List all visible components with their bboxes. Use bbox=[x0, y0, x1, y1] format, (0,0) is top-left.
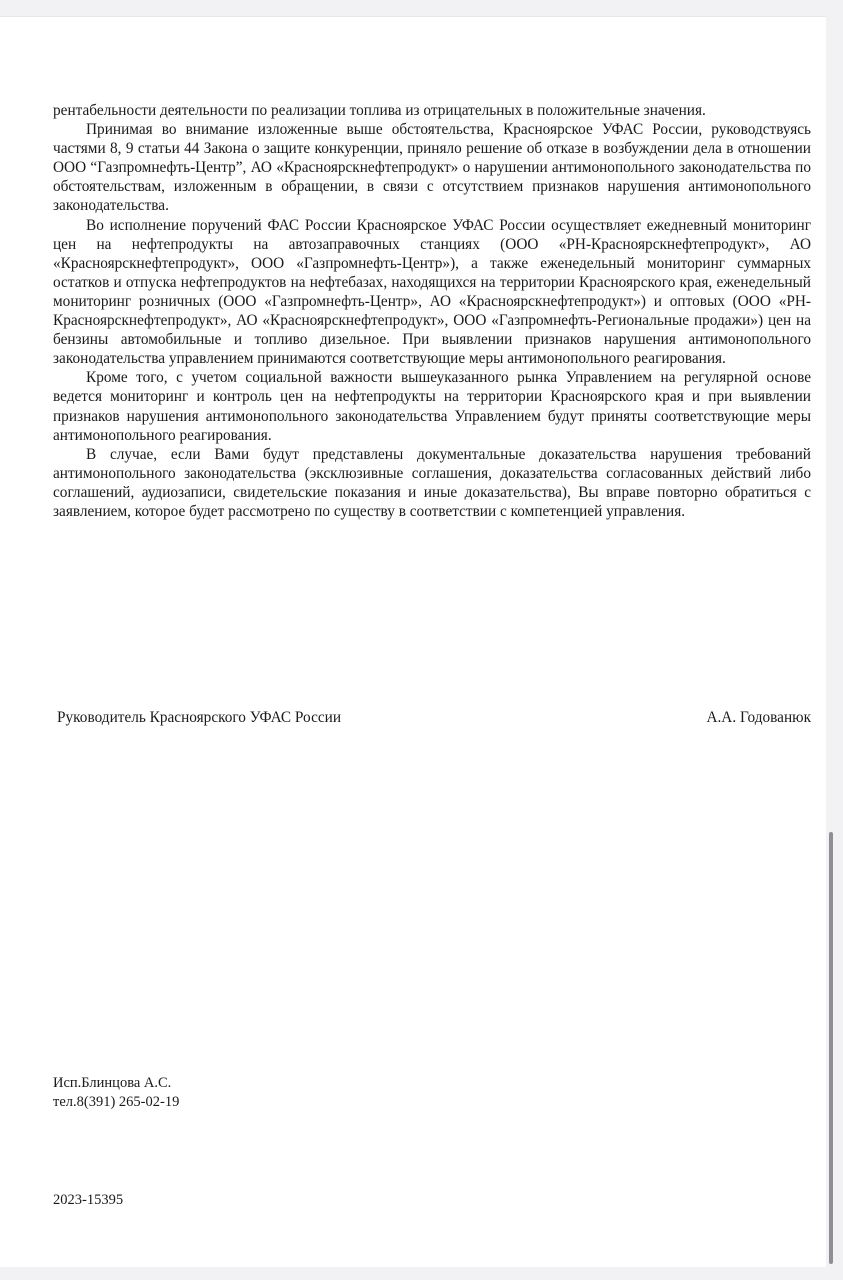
viewer-bottom-bar bbox=[0, 1267, 843, 1280]
executor-phone: тел.8(391) 265-02-19 bbox=[53, 1094, 180, 1110]
paragraph-reapply: В случае, если Вами будут представлены документальные доказательства нарушения требований антимонопольного законодательства (эксклюзивные соглашения, доказательства согласованных действий либо соглашений, аудиозаписи, свидетельские показания и иные доказательства), Вы вправе повторно обратиться с заявлением, которое будет рассмотрено по существу в соответствии с компетенцией управления. bbox=[53, 445, 811, 520]
signature-role: Руководитель Красноярского УФАС России bbox=[57, 709, 342, 726]
document-number: 2023-15395 bbox=[53, 1192, 124, 1208]
executor-name: Исп.Блинцова А.С. bbox=[53, 1075, 172, 1091]
paragraph-price-control: Кроме того, с учетом социальной важности вышеуказанного рынка Управлением на регулярной основе ведется мониторинг и контроль цен на нефтепродукты на территории Красноярского края и при выявлении признаков нарушения антимонопольного законодательства Управлением будут приняты соответствующие меры антимонопольного реагирования. bbox=[53, 369, 811, 444]
vertical-scrollbar[interactable] bbox=[829, 832, 833, 1264]
signature-name: А.А. Годованюк bbox=[706, 709, 811, 726]
paragraph-continuation: рентабельности деятельности по реализации топлива из отрицательных в положительные значения. bbox=[53, 102, 706, 119]
paragraph-monitoring: Во исполнение поручений ФАС России Красноярское УФАС России осуществляет ежедневный мониторинг цен на нефтепродукты на автозаправочных станциях (ООО «РН-Красноярскнефтепродукт», АО «Красноярскнефтепродукт», ООО «Газпромнефть-Центр»), а также еженедельный мониторинг суммарных остатков и отпуска нефтепродуктов на нефтебазах, находящихся на территории Красноярского края, еженедельный мониторинг розничных (ООО «Газпромнефть-Центр», АО «Красноярскнефтепродукт») и оптовых (ООО «РН-Красноярскнефтепродукт», АО «Красноярскнефтепродукт», ООО «Газпромнефть-Региональные продажи») цен на бензины автомобильные и топливо дизельное. При выявлении признаков нарушения антимонопольного законодательства управлением принимаются соответствующие меры антимонопольного реагирования. bbox=[53, 216, 811, 368]
document-body bbox=[53, 101, 811, 521]
executor-block bbox=[53, 1074, 179, 1112]
viewer-top-bar bbox=[0, 0, 843, 16]
paragraph-decision: Принимая во внимание изложенные выше обстоятельства, Красноярское УФАС России, руководствуясь частями 8, 9 статьи 44 Закона о защите конкуренции, приняло решение об отказе в возбуждении дела в отношении ООО “Газпромнефть-Центр”, АО «Красноярскнефтепродукт» о нарушении антимонопольного законодательства по обстоятельствам, изложенным в обращении, в связи с отсутствием признаков нарушения антимонопольного законодательства. bbox=[53, 121, 811, 215]
